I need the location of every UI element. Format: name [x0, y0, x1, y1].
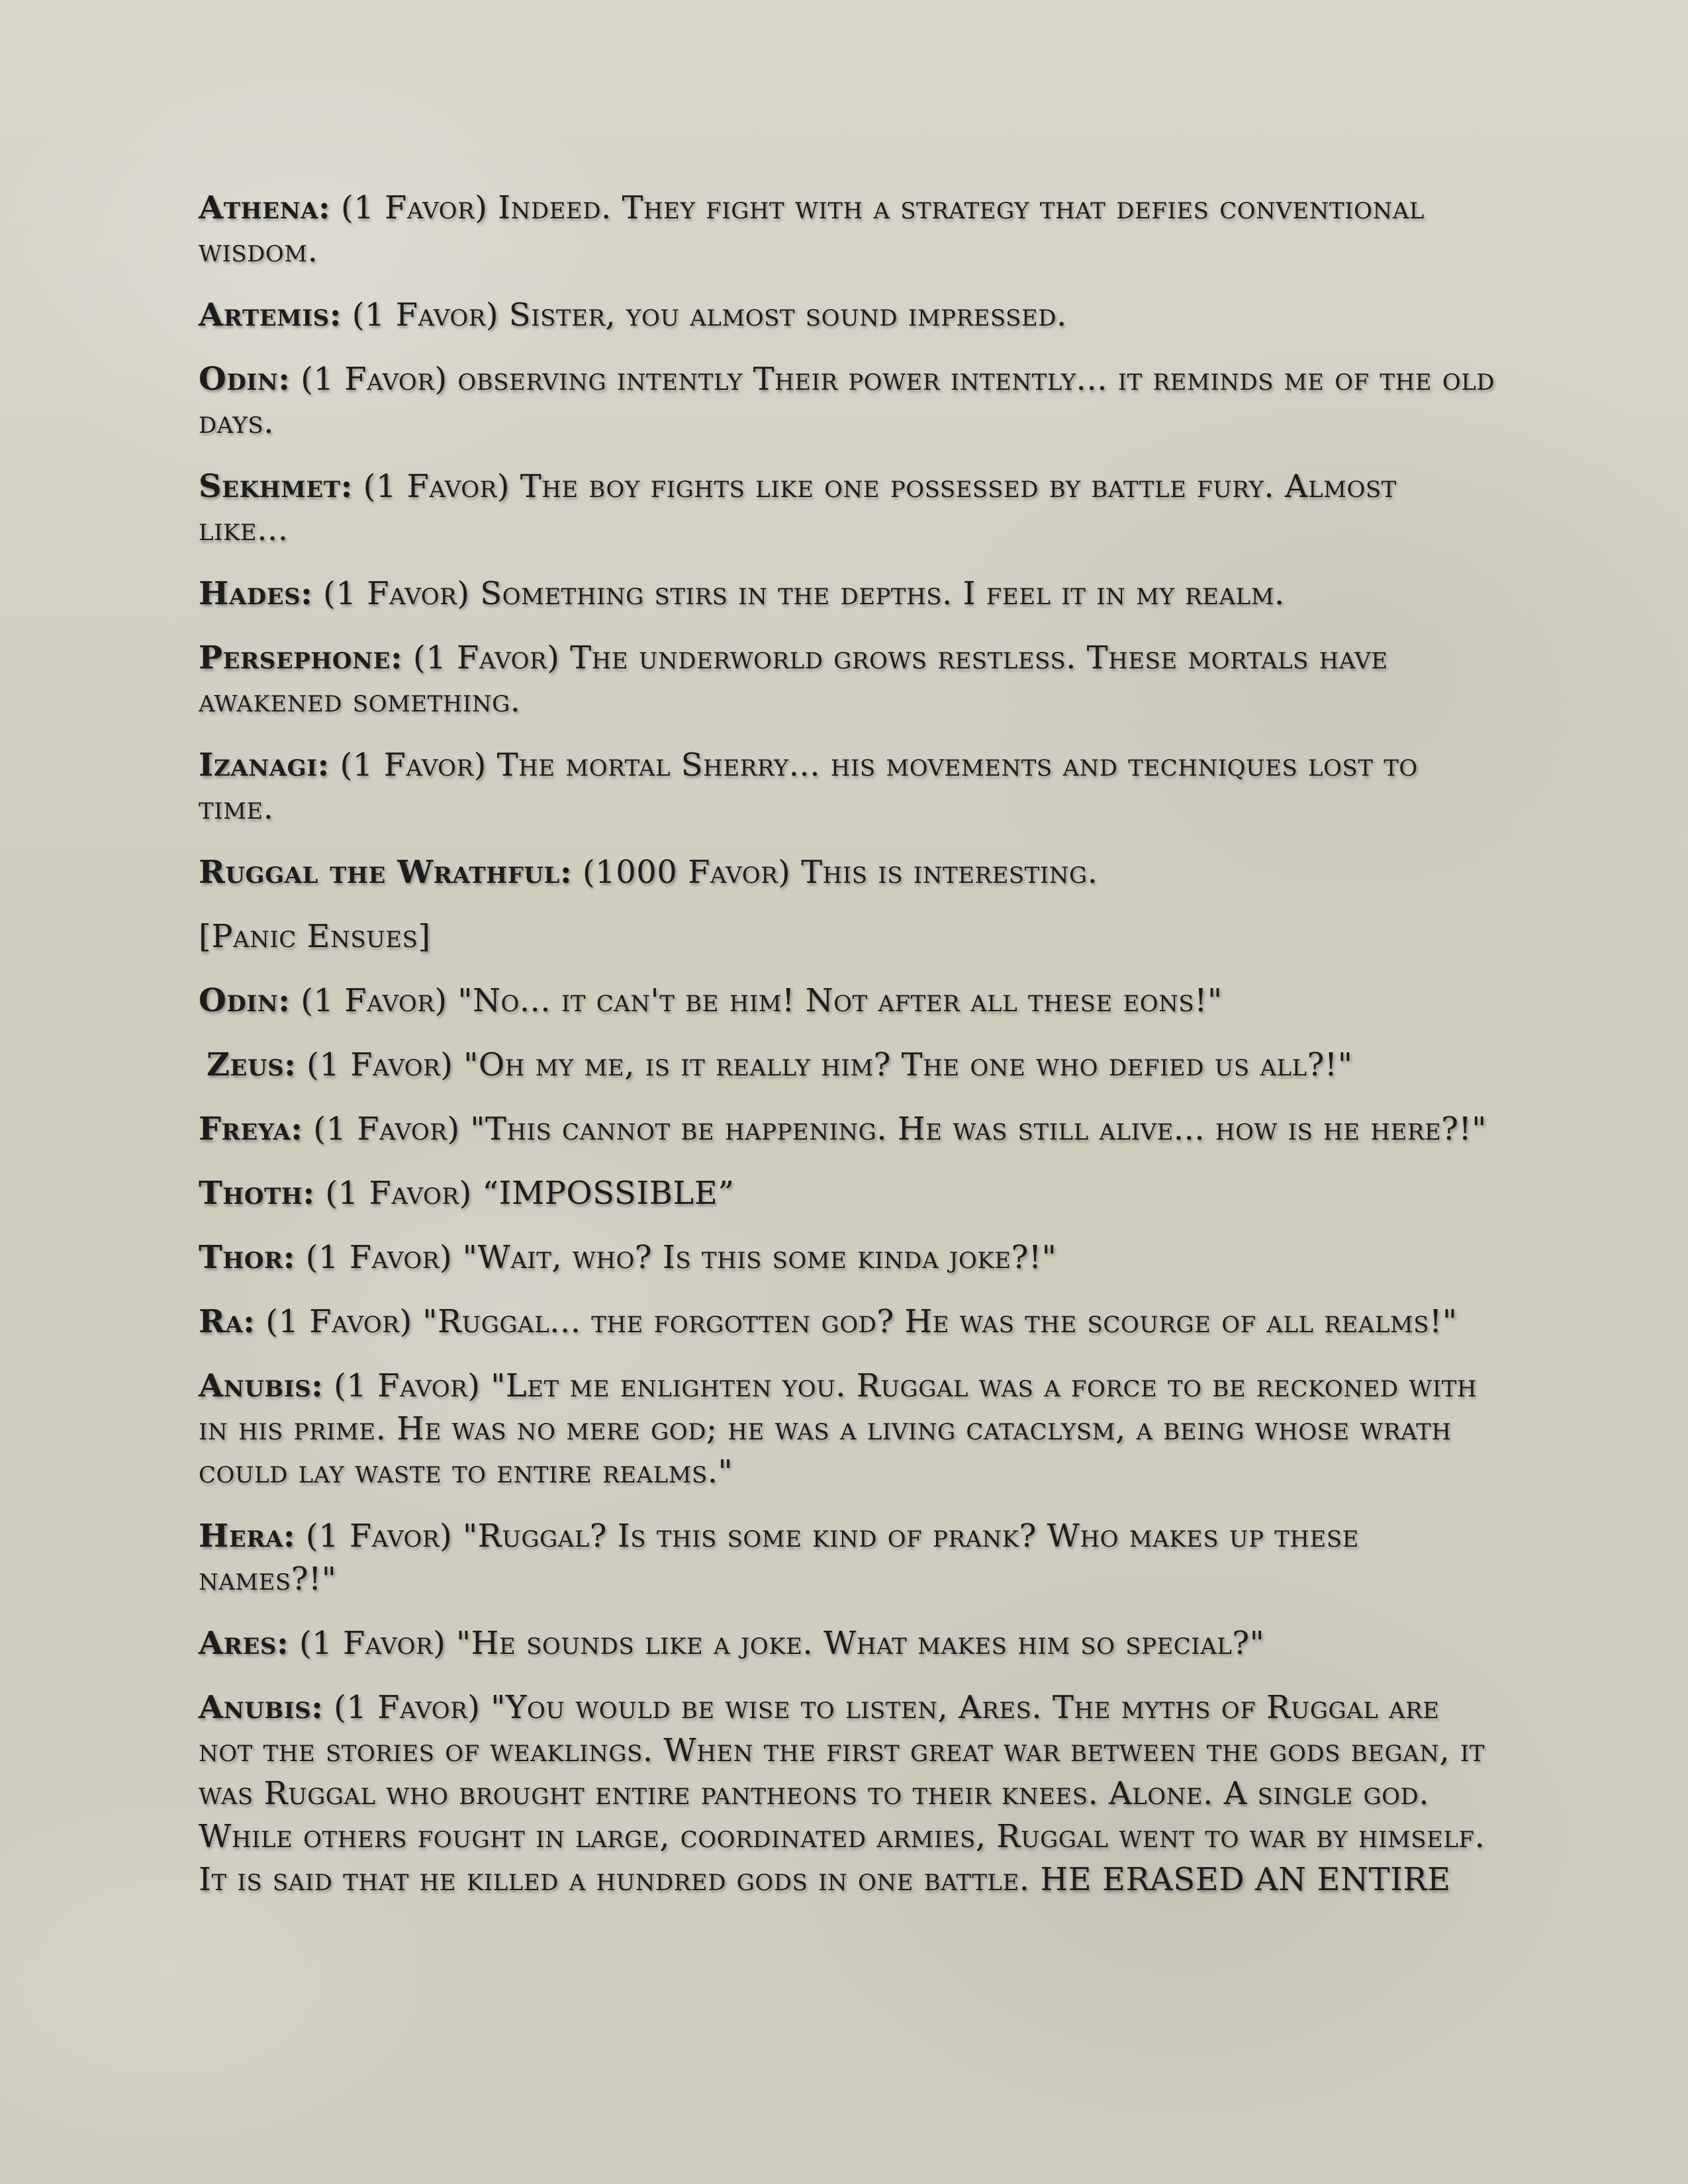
dialogue-line-freya — [199, 1108, 1496, 1151]
dialogue-line-ruggal — [199, 851, 1496, 894]
dialogue-text: (1 Favor) The mortal Sherry... his movements and techniques lost to time. — [199, 747, 1418, 827]
dialogue-text: (1 Favor) observing intently Their power intently... it reminds me of the old days. — [199, 361, 1495, 441]
dialogue-line-thor — [199, 1236, 1496, 1279]
dialogue-text-caps: IMPOSSIBLE — [498, 1175, 718, 1212]
dialogue-line-anubis — [199, 1365, 1496, 1494]
speaker-name: Izanagi: — [199, 747, 330, 784]
dialogue-text: (1 Favor) "You would be wise to listen, Ares. The myths of Ruggal are not the stories of weaklings. When the first great war between the gods began, it was Ruggal who brought entire pantheons to their knees. Alone. A single god. While others fought in large, coordinated armies, Ruggal went to war by himself. It is said that he killed a hundred gods in one battle. — [199, 1689, 1485, 1898]
speaker-name: Artemis: — [199, 296, 342, 334]
stage-direction-text: [Panic Ensues] — [199, 918, 431, 955]
speaker-name: Ra: — [199, 1303, 256, 1340]
speaker-name: Sekhmet: — [199, 468, 353, 505]
dialogue-line-sekhmet — [199, 465, 1496, 551]
speaker-name: Thoth: — [199, 1175, 315, 1212]
speaker-name: Ares: — [199, 1625, 289, 1662]
dialogue-line-persephone — [199, 637, 1496, 723]
dialogue-line-odin-2 — [199, 979, 1496, 1023]
dialogue-line-anubis-2 — [199, 1686, 1496, 1901]
dialogue-line-odin — [199, 358, 1496, 444]
dialogue-text: (1 Favor) “ — [314, 1175, 499, 1212]
dialogue-text: (1 Favor) "Ruggal... the forgotten god? He was the scourge of all realms!" — [255, 1303, 1458, 1340]
speaker-name: Zeus: — [207, 1046, 297, 1083]
stage-direction — [199, 915, 1496, 958]
dialogue-text: (1 Favor) Something stirs in the depths. I feel it in my realm. — [312, 575, 1285, 612]
dialogue-text: (1 Favor) "He sounds like a joke. What makes him so special?" — [289, 1625, 1265, 1662]
dialogue-line-izanagi — [199, 744, 1496, 830]
dialogue-text: (1 Favor) "Wait, who? Is this some kinda joke?!" — [295, 1239, 1057, 1276]
dialogue-text: (1 Favor) The boy fights like one possessed by battle fury. Almost like... — [199, 468, 1397, 548]
speaker-name: Odin: — [199, 361, 291, 398]
speaker-name: Freya: — [199, 1111, 303, 1148]
dialogue-text: (1 Favor) The underworld grows restless. These mortals have awakened something. — [199, 639, 1388, 719]
dialogue-text: (1000 Favor) This is interesting. — [572, 854, 1098, 891]
document-page — [199, 187, 1496, 1923]
dialogue-line-ares — [199, 1622, 1496, 1665]
dialogue-text: (1 Favor) "Ruggal? Is this some kind of prank? Who makes up these names?!" — [199, 1518, 1359, 1598]
dialogue-text-caps: HE ERASED AN ENTIRE — [1040, 1861, 1451, 1898]
dialogue-text: (1 Favor) Indeed. They fight with a strategy that defies conventional wisdom. — [199, 189, 1425, 269]
dialogue-text: (1 Favor) Sister, you almost sound impressed. — [341, 296, 1067, 334]
speaker-name: Persephone: — [199, 639, 403, 676]
dialogue-line-hades — [199, 572, 1496, 615]
speaker-name: Odin: — [199, 982, 291, 1019]
dialogue-line-ra — [199, 1300, 1496, 1343]
dialogue-text: (1 Favor) "No... it can't be him! Not after all these eons!" — [290, 982, 1223, 1019]
dialogue-text: (1 Favor) "This cannot be happening. He was still alive... how is he here?!" — [303, 1111, 1487, 1148]
dialogue-line-thoth — [199, 1172, 1496, 1215]
dialogue-text-close: ” — [718, 1175, 735, 1212]
speaker-name: Ruggal the Wrathful: — [199, 854, 573, 891]
speaker-name: Anubis: — [199, 1689, 324, 1726]
dialogue-line-artemis — [199, 294, 1496, 337]
dialogue-line-athena — [199, 187, 1496, 273]
speaker-name: Hera: — [199, 1518, 296, 1555]
speaker-name: Athena: — [199, 189, 331, 226]
dialogue-text: (1 Favor) "Oh my me, is it really him? The one who defied us all?!" — [296, 1046, 1353, 1083]
speaker-name: Thor: — [199, 1239, 295, 1276]
dialogue-line-hera — [199, 1515, 1496, 1601]
dialogue-line-zeus — [199, 1044, 1496, 1087]
speaker-name: Anubis: — [199, 1367, 324, 1404]
speaker-name: Hades: — [199, 575, 313, 612]
dialogue-text: (1 Favor) "Let me enlighten you. Ruggal was a force to be reckoned with in his prime. He was no mere god; he was a living cataclysm, a being whose wrath could lay waste to entire realms." — [199, 1367, 1477, 1490]
